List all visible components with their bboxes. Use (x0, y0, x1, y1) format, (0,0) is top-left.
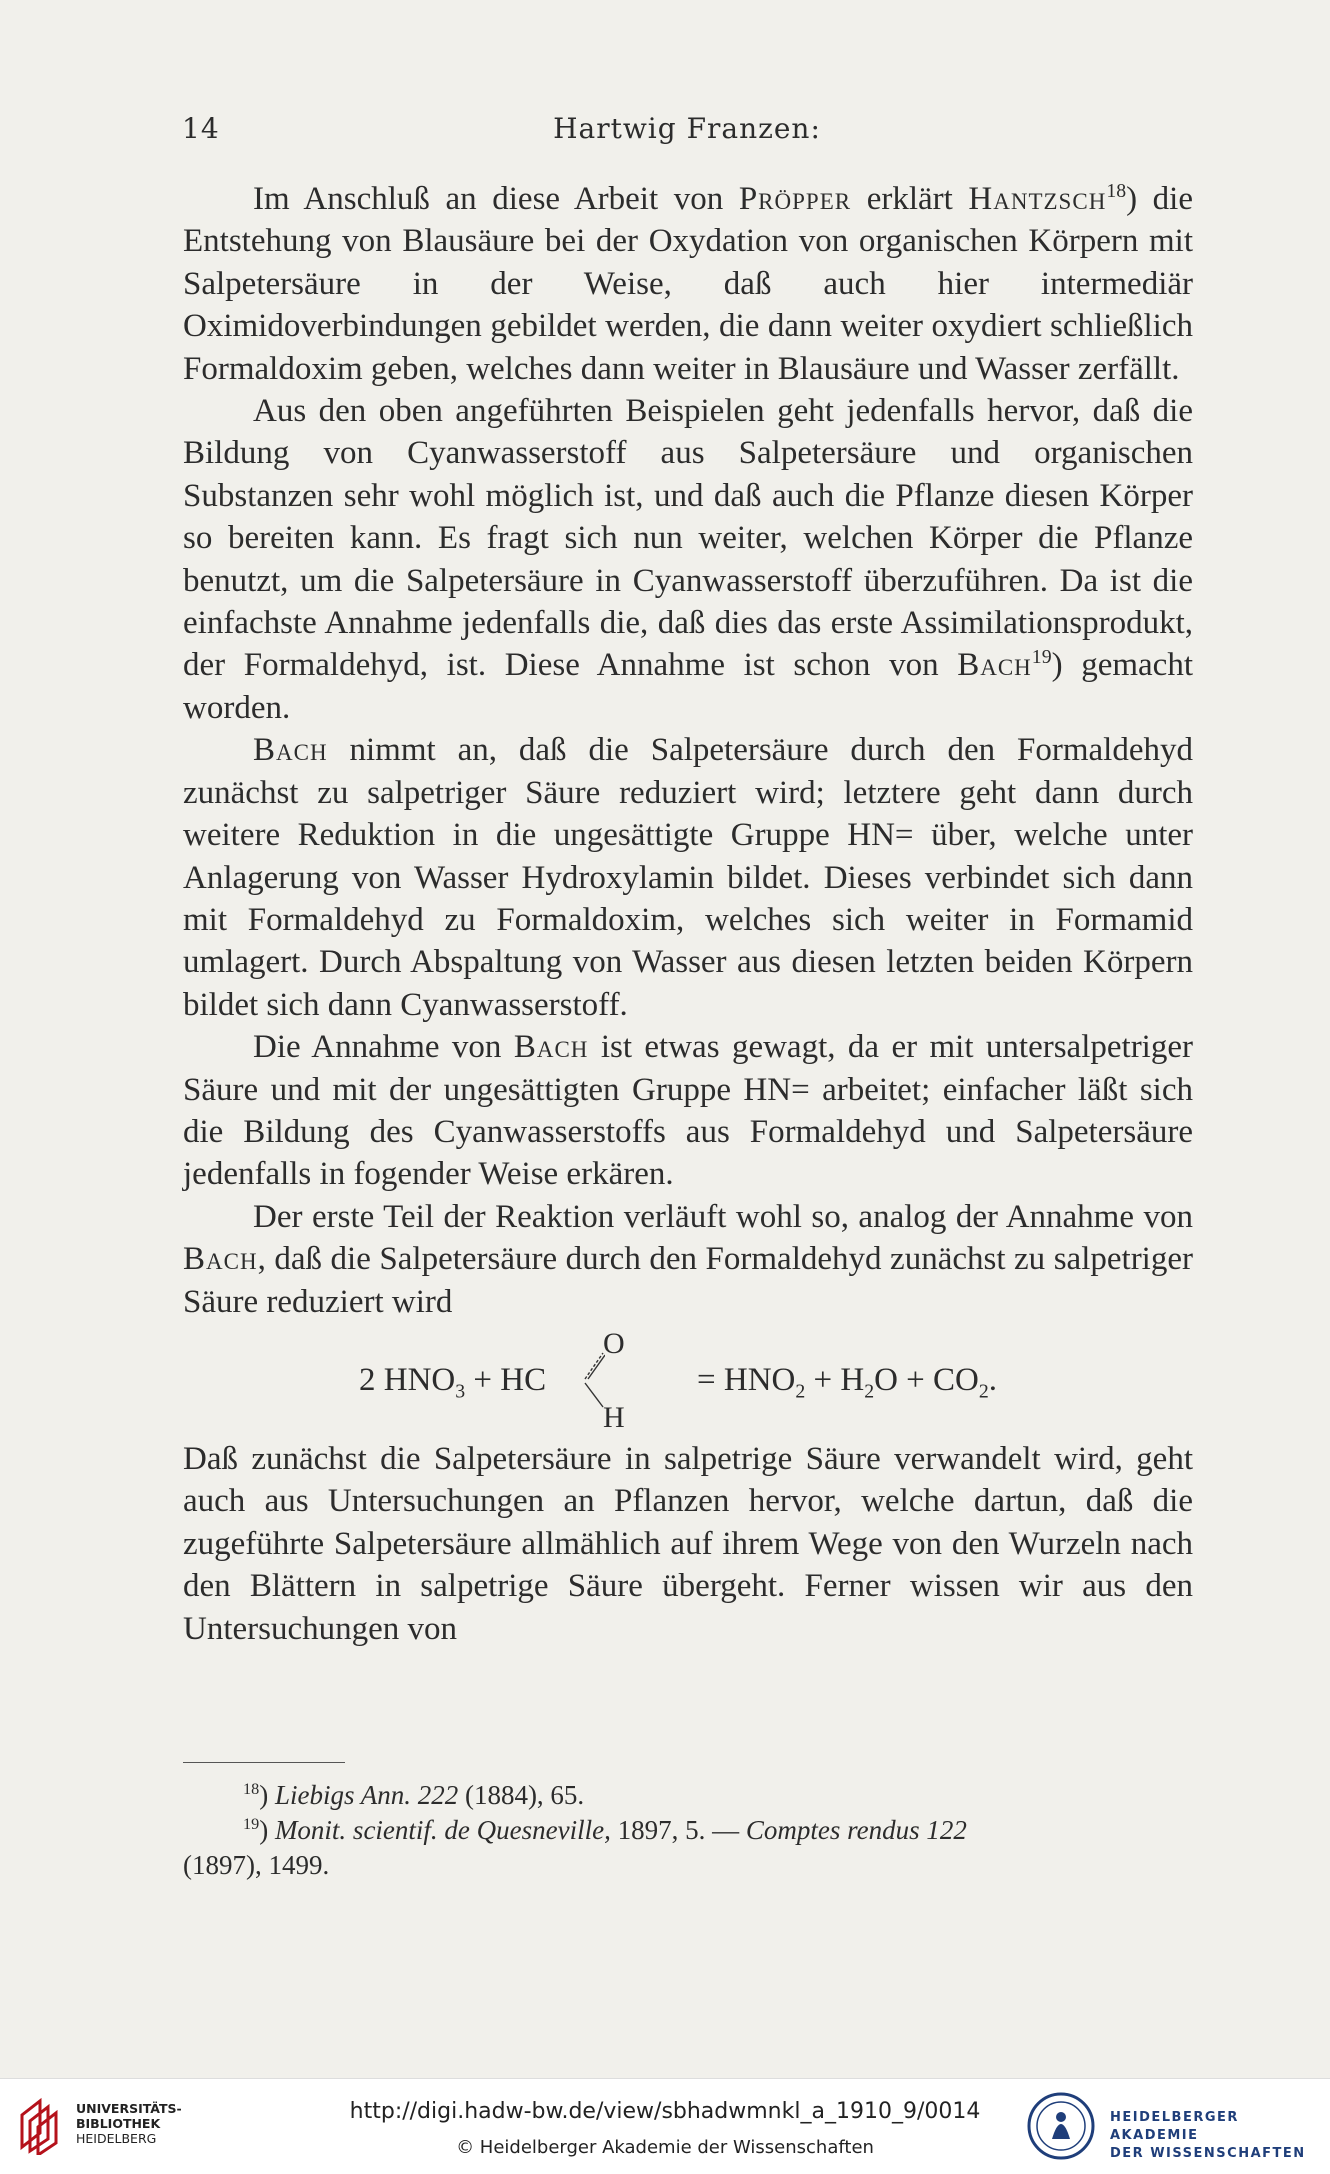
ub-line: HEIDELBERG (76, 2131, 157, 2146)
ub-line: UNIVERSITÄTS- (76, 2101, 182, 2116)
text-span: Aus den oben angeführten Beispielen geht jedenfalls hervor, daß die Bildung von Cyanwasserstoff aus Salpetersäure und organischen Substanzen sehr wohl möglich ist, und daß auch die Pflanze diesen Körper so bereiten kann. Es fragt sich nun weiter, welchen Körper die Pflanze benutzt, um die Salpetersäure in Cyanwasserstoff überzuführen. Da ist die einfachste Annahme jedenfalls die, daß dies das erste Assimilationsprodukt, der Formaldehyd, ist. Diese Annahme ist schon von (183, 393, 1193, 684)
citation-title: Monit. scientif. de Quesneville, (274, 1815, 611, 1845)
citation-title: Liebigs Ann. 222 (274, 1780, 459, 1810)
text-span: O + CO (874, 1361, 979, 1398)
footnotes (183, 1778, 1193, 1883)
paragraph-6 (183, 1438, 1193, 1650)
paragraph-4 (183, 1026, 1193, 1196)
subscript: 2 (864, 1380, 875, 1403)
academy-seal-icon (1026, 2091, 1096, 2161)
text-span: Im Anschluß an diese Arbeit von (253, 181, 739, 217)
footnote-ref: 18 (1106, 180, 1127, 202)
running-title: Hartwig Franzen: (553, 112, 821, 145)
author-name: Bach (957, 647, 1032, 684)
text-span: ist etwas gewagt, da er mit untersalpetriger Säure und mit der ungesättigten Gruppe HN= arbeitet; einfacher läßt sich die Bildung des Cyanwasserstoffs aus Formaldehyd und Salpetersäure jedenfalls in fogender Weise erkären. (183, 1029, 1193, 1193)
citation-detail: 1897, 5. — (610, 1815, 746, 1845)
citation-detail: (1884), 65. (458, 1780, 585, 1810)
author-name: Hantzsch (968, 181, 1107, 217)
paragraph-2 (183, 390, 1193, 729)
hydrogen-atom: H (603, 1400, 625, 1434)
subscript: 2 (795, 1380, 806, 1403)
text-span: + H (805, 1361, 865, 1398)
footnote-19: $^{19}$) Monit. scientif. de Quesneville, 1897, 5. — Comptes rendus 122 (1897), 1499. (183, 1815, 967, 1880)
text-span: + HC (465, 1361, 547, 1398)
academy-line: HEIDELBERGER AKADEMIE (1110, 2110, 1239, 2143)
equation-lhs (359, 1359, 546, 1401)
paragraph-3 (183, 729, 1193, 1026)
text-span: . (988, 1361, 998, 1398)
text-span: = HNO (697, 1361, 796, 1398)
text-span: erklärt (851, 181, 969, 217)
footnote-mark: 18 (243, 1780, 260, 1798)
oxygen-atom: O (603, 1326, 625, 1360)
copyright-notice: © Heidelberger Akademie der Wissenschaften (456, 2137, 874, 2158)
text-span: 2 HNO (359, 1361, 456, 1398)
ub-line: BIBLIOTHEK (76, 2116, 161, 2131)
body-text (183, 178, 1193, 1650)
footnote-18: $^{18}$) Liebigs Ann. 222 (1884), 65. (243, 1780, 585, 1810)
text-span: nimmt an, daß die Salpetersäure durch den Formaldehyd zunächst zu salpetriger Säure reduziert wird; letztere geht dann durch weitere Reduktion in die ungesättigte Gruppe HN= über, welche unter Anlagerung von Wasser Hydroxylamin bildet. Dieses verbindet sich dann mit Formaldehyd zu Formaldoxim, welches sich weiter in Formamid umlagert. Durch Abspaltung von Wasser aus diesen letzten beiden Körpern bildet sich dann Cyanwasserstoff. (183, 732, 1193, 1023)
text-span: Daß zunächst die Salpetersäure in salpetrige Säure verwandelt wird, geht auch aus Untersuchungen an Pflanzen hervor, welche dartun, daß die zugeführte Salpetersäure allmählich auf ihrem Wege von den Wurzeln nach den Blättern in salpetrige Säure übergeht. Ferner wissen wir aus den Untersuchungen von (183, 1440, 1193, 1647)
running-head (182, 112, 1192, 152)
text-span: Der erste Teil der Reaktion verläuft wohl so, analog der Annahme von (253, 1198, 1193, 1235)
footnote-ref: 19 (1031, 646, 1052, 669)
citation-title: Comptes rendus 122 (745, 1815, 967, 1845)
chemical-equation (183, 1323, 1193, 1438)
page-number: 14 (182, 112, 220, 145)
author-name: Pröpper (738, 181, 852, 217)
author-name: Bach (253, 732, 328, 769)
bond-lines (583, 1345, 605, 1415)
subscript: 3 (455, 1380, 466, 1403)
footnote-mark: 19 (243, 1815, 260, 1833)
citation-detail: (1897), 1499. (183, 1850, 330, 1880)
digitization-footer (0, 2078, 1330, 2174)
text-span: ) gemacht worden. (183, 647, 1193, 726)
text-span: ) die Entstehung von Blausäure bei der Oxydation von organischen Körpern mit Salpetersäure in der Weise, daß auch hier intermediär Oximidoverbindungen gebildet werden, die dann weiter oxydiert schließlich Formaldoxim geben, welches dann weiter in Blausäure und Wasser zerfällt. (183, 181, 1193, 387)
paragraph-5 (183, 1196, 1193, 1323)
text-span: Die Annahme von (253, 1029, 514, 1066)
author-name: Bach (183, 1241, 258, 1278)
academy-line: DER WISSENSCHAFTEN (1110, 2146, 1306, 2161)
permalink-url[interactable]: http://digi.hadw-bw.de/view/sbhadwmnkl_a_1910_9/0014 (349, 2099, 981, 2124)
subscript: 2 (978, 1380, 989, 1403)
equation-rhs (697, 1359, 997, 1401)
footnote-rule (183, 1762, 345, 1763)
text-span: , daß die Salpetersäure durch den Formaldehyd zunächst zu salpetriger Säure reduziert wird (183, 1241, 1193, 1320)
paragraph-1 (183, 178, 1193, 390)
academy-name (1110, 2109, 1330, 2163)
author-name: Bach (513, 1029, 589, 1066)
